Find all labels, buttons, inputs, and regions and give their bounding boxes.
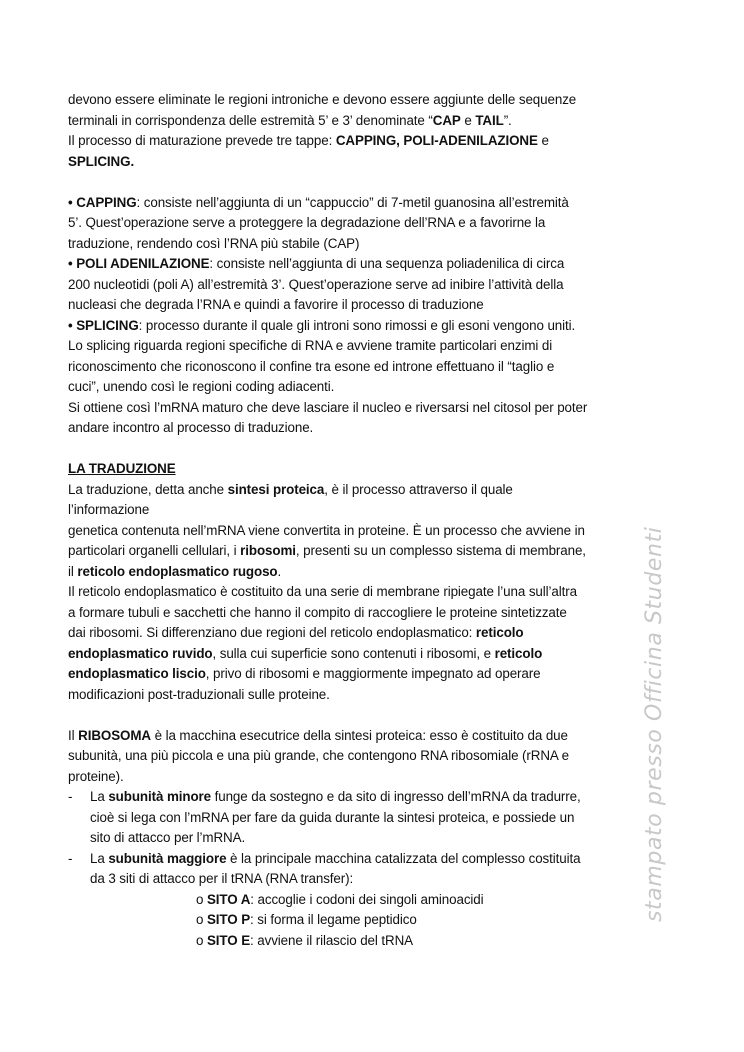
text-segment: La xyxy=(90,850,109,866)
text-segment: : si forma il legame peptidico xyxy=(250,912,417,927)
text-line xyxy=(68,500,149,521)
list-item-text xyxy=(90,828,245,849)
bold-text: reticolo endoplasmatico rugoso xyxy=(77,563,278,579)
text-segment: Il reticolo endoplasmatico è costituito da una serie di membrane ripiegate l’una sull’altra xyxy=(68,584,577,599)
bold-text: endoplasmatico ruvido xyxy=(68,645,213,661)
bold-text: reticolo xyxy=(494,645,543,661)
text-line xyxy=(68,254,564,275)
bold-text: SPLICING. xyxy=(68,153,135,169)
text-line xyxy=(68,111,512,132)
list-item-text xyxy=(90,787,581,808)
bold-text: CAP xyxy=(432,112,461,128)
text-line xyxy=(68,275,563,296)
bold-text: RIBOSOMA xyxy=(78,727,151,743)
bold-text: • CAPPING xyxy=(68,194,137,210)
text-line xyxy=(68,193,569,214)
text-line xyxy=(68,726,568,747)
text-segment: subunità, una più piccola e una più grande, che contengono RNA ribosomiale (rRNA e xyxy=(68,748,569,763)
text-segment: modificazioni post-traduzionali sulle proteine. xyxy=(68,686,330,702)
text-segment: , privo di ribosomi e maggiormente impegnato ad operare xyxy=(205,666,541,681)
text-line xyxy=(68,131,549,152)
text-segment: cioè si lega con l’mRNA per fare da guida durante la sintesi proteica, e possiede un xyxy=(90,809,575,825)
text-line xyxy=(68,767,124,788)
text-segment: , sulla cui superficie sono contenuti i ribosomi, e xyxy=(212,645,495,661)
text-line xyxy=(68,644,542,665)
text-line xyxy=(68,152,134,173)
text-segment: traduzione, rendendo così l’RNA più stabile (CAP) xyxy=(68,235,360,251)
text-segment: e xyxy=(460,112,476,128)
text-line xyxy=(68,459,176,480)
text-line xyxy=(68,295,484,316)
text-segment: ”. xyxy=(503,112,512,128)
text-line xyxy=(68,234,359,255)
text-segment: : consiste nell’aggiunta di una sequenza poliadenilica di circa xyxy=(209,256,565,271)
watermark xyxy=(612,512,672,932)
site-text xyxy=(196,890,484,911)
text-line xyxy=(68,562,281,583)
bold-text: SITO P xyxy=(206,912,251,927)
text-segment: Lo splicing riguarda regioni specifiche di RNA e avviene tramite particolari enzimi di xyxy=(68,338,553,353)
bold-text: ribosomi xyxy=(240,543,296,558)
text-segment: o xyxy=(196,891,207,907)
text-segment: e xyxy=(537,133,549,148)
list-item-text xyxy=(90,808,574,829)
text-segment: l’informazione xyxy=(68,502,150,517)
text-line xyxy=(68,664,540,685)
bold-text: subunità maggiore xyxy=(108,850,227,866)
text-segment: 5’. Quest’operazione serve a proteggere la degradazione dell’RNA e a favorirne la xyxy=(68,215,546,230)
text-segment: o xyxy=(196,932,207,948)
text-segment: da 3 siti di attacco per il tRNA (RNA transfer): xyxy=(90,871,354,886)
list-item-text xyxy=(90,869,353,890)
text-line xyxy=(68,357,554,378)
text-line xyxy=(68,480,513,501)
text-segment: , presenti su un complesso sistema di membrane, xyxy=(295,543,586,558)
text-line xyxy=(68,316,575,337)
text-segment: dai ribosomi. Si differenziano due regioni del reticolo endoplasmatico: xyxy=(68,625,476,640)
text-segment: il xyxy=(68,563,78,579)
text-segment: è la macchina esecutrice della sintesi proteica: esso è costituito da due xyxy=(150,727,568,743)
text-segment: . xyxy=(277,563,282,579)
text-segment: funge da sostegno e da sito di ingresso dell’mRNA da tradurre, xyxy=(211,789,581,804)
text-segment: Il xyxy=(68,727,79,743)
text-line xyxy=(68,521,585,542)
text-line xyxy=(68,603,567,624)
bold-text: endoplasmatico liscio xyxy=(68,666,206,681)
bold-text: LA TRADUZIONE xyxy=(68,461,176,476)
text-line xyxy=(68,685,330,706)
text-segment: : consiste nell’aggiunta di un “cappuccio” di 7-metil guanosina all’estremità xyxy=(136,194,569,210)
text-segment: proteine). xyxy=(68,768,124,784)
text-segment: nucleasi che degrada l’RNA e quindi a favorire il processo di traduzione xyxy=(68,297,484,312)
text-segment: 200 nucleotidi (poli A) all’estremità 3’. Quest’operazione serve ad inibire l’attività della xyxy=(68,276,564,292)
text-segment: Il processo di maturazione prevede tre tappe: xyxy=(68,133,336,148)
bold-text: TAIL xyxy=(475,112,504,128)
text-segment: è la principale macchina catalizzata del complesso costituita xyxy=(226,850,581,866)
text-segment: a formare tubuli e sacchetti che hanno il compito di raccogliere le proteine sintetizzate xyxy=(68,604,567,620)
bold-text: CAPPING, POLI-ADENILAZIONE xyxy=(335,133,538,148)
text-segment: genetica contenuta nell’mRNA viene convertita in proteine. È un processo che avviene in xyxy=(68,522,585,538)
text-segment: o xyxy=(196,912,207,927)
watermark-text: stampato presso Officina Studenti xyxy=(642,526,667,922)
text-line xyxy=(68,623,523,644)
text-line xyxy=(68,213,545,234)
bold-text: • SPLICING xyxy=(68,317,139,333)
bold-text: • POLI ADENILAZIONE xyxy=(68,256,210,271)
text-segment: sito di attacco per l’mRNA. xyxy=(90,830,246,845)
bold-text: reticolo xyxy=(475,625,524,640)
text-segment: devono essere eliminate le regioni introniche e devono essere aggiunte delle sequenze xyxy=(68,92,577,107)
bold-text: sintesi proteica xyxy=(227,481,325,497)
list-item-text xyxy=(90,849,580,870)
text-segment: particolari organelli cellulari, i xyxy=(68,543,241,558)
text-segment: Si ottiene così l’mRNA maturo che deve lasciare il nucleo e riversarsi nel citosol per poter xyxy=(68,399,588,415)
text-line xyxy=(68,541,586,562)
text-segment: , è il processo attraverso il quale xyxy=(324,481,513,497)
text-line xyxy=(68,418,313,439)
text-line xyxy=(68,746,569,767)
text-line xyxy=(68,398,587,419)
bullet-dash: - xyxy=(68,850,73,866)
site-text xyxy=(196,910,417,931)
text-segment: : accoglie i codoni dei singoli aminoacidi xyxy=(250,891,484,907)
text-line xyxy=(68,336,552,357)
text-segment: terminali in corrispondenza delle estremità 5’ e 3’ denominate “ xyxy=(68,112,433,128)
bullet-dash: - xyxy=(68,789,73,804)
text-line xyxy=(68,90,576,111)
text-segment: cuci”, unendo così le regioni coding adiacenti. xyxy=(68,379,335,394)
text-segment: : processo durante il quale gli introni sono rimossi e gli esoni vengono uniti. xyxy=(138,317,576,333)
text-line xyxy=(68,582,577,603)
bold-text: subunità minore xyxy=(108,789,211,804)
text-segment: andare incontro al processo di traduzione. xyxy=(68,420,314,435)
bold-text: SITO A xyxy=(206,891,251,907)
text-segment: riconoscimento che riconoscono il confine tra esone ed introne effettuano il “taglio e xyxy=(68,358,555,374)
text-segment: La traduzione, detta anche xyxy=(68,481,228,497)
text-segment: La xyxy=(90,789,109,804)
bold-text: SITO E xyxy=(206,932,251,948)
site-text xyxy=(196,931,413,952)
text-line xyxy=(68,377,334,398)
text-segment: : avviene il rilascio del tRNA xyxy=(250,932,413,948)
